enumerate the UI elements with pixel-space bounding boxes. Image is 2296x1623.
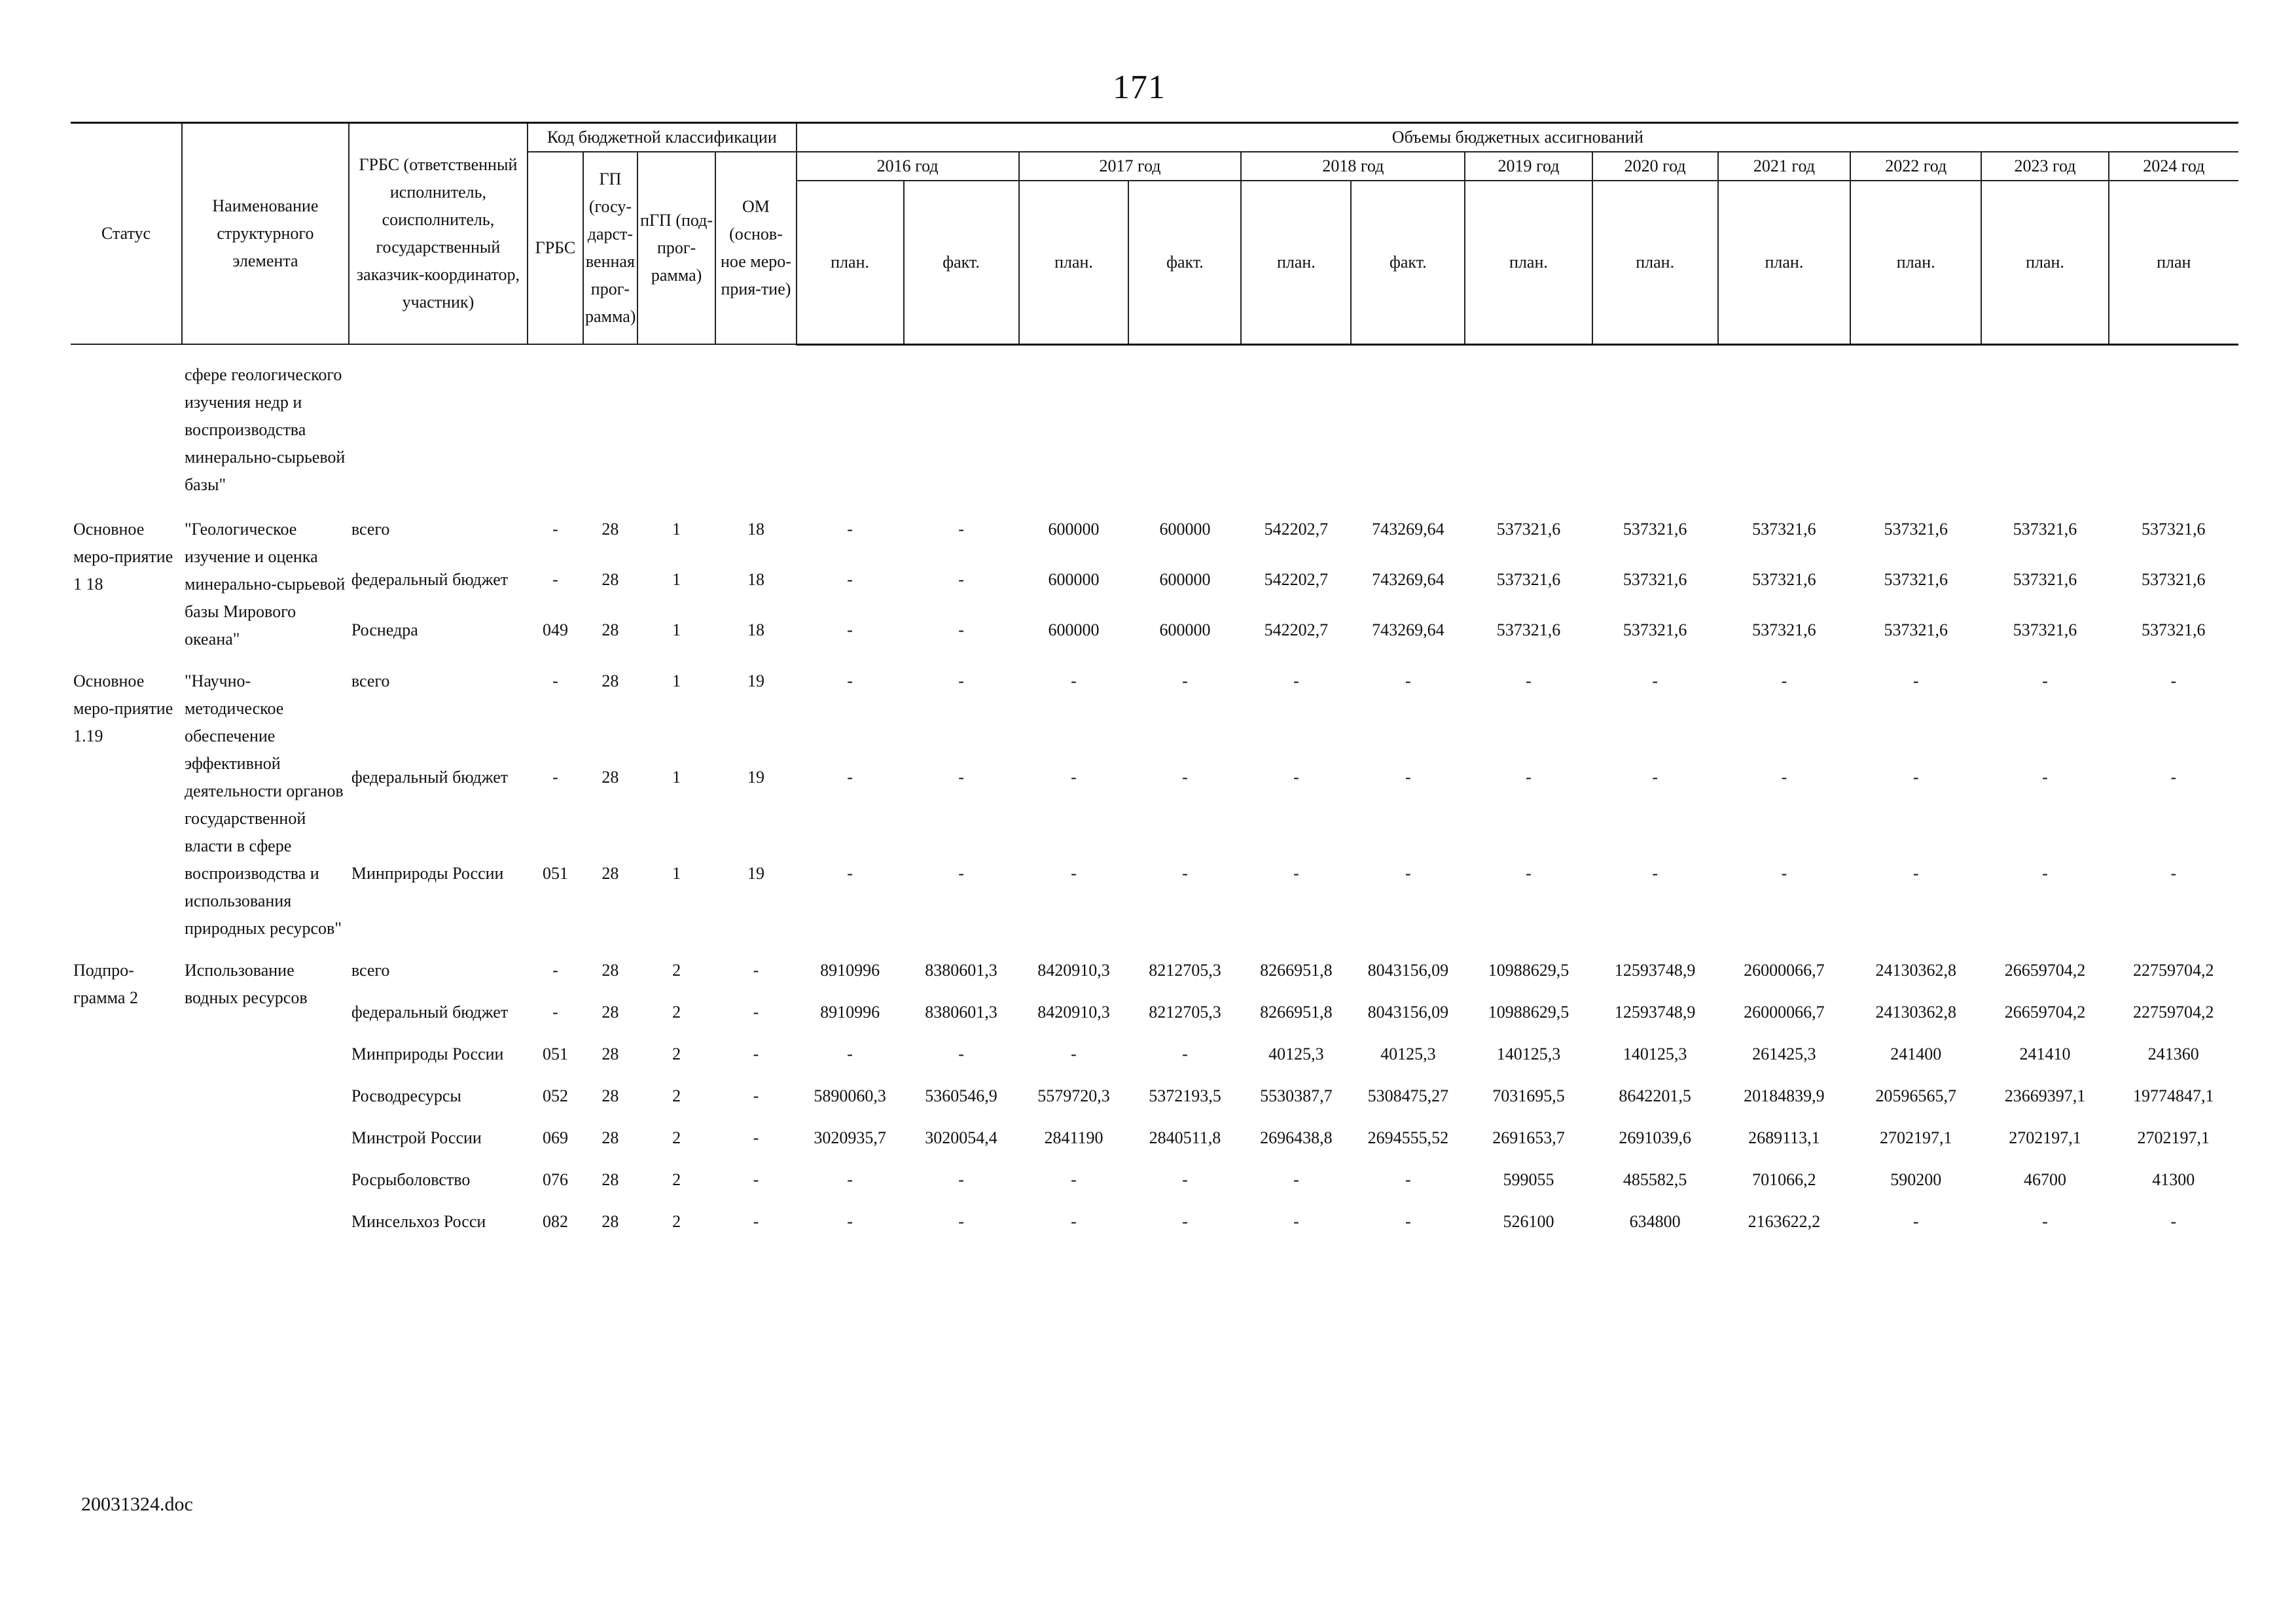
value-cell: 537321,6 bbox=[1623, 569, 1687, 589]
value-cell: 537321,6 bbox=[2013, 519, 2077, 539]
header-code-pgp: пГП (под-прог-рамма) bbox=[637, 152, 715, 344]
value-cell: - bbox=[1652, 864, 1658, 883]
header-year: 2016 год bbox=[797, 152, 1019, 181]
value-cell: - bbox=[1781, 864, 1787, 883]
header-code-gp: ГП (госу-дарст-венная прог-рамма) bbox=[583, 152, 637, 344]
value-cell: 5890060,3 bbox=[814, 1086, 886, 1105]
value-cell: 8266951,8 bbox=[1260, 1002, 1333, 1022]
value-cell: - bbox=[847, 519, 853, 539]
value-cell: 600000 bbox=[1159, 620, 1211, 640]
grbs-cell: федеральный бюджет bbox=[351, 569, 509, 589]
value-cell: - bbox=[1781, 671, 1787, 690]
value-cell: 537321,6 bbox=[1496, 569, 1561, 589]
value-cell: 26000066,7 bbox=[1744, 1002, 1825, 1022]
value-cell: 19774847,1 bbox=[2133, 1086, 2214, 1105]
value-cell: 10988629,5 bbox=[1488, 1002, 1570, 1022]
value-cell: - bbox=[1182, 864, 1188, 883]
value-cell: 537321,6 bbox=[1884, 519, 1948, 539]
code-cell: 28 bbox=[601, 519, 619, 539]
value-cell: 537321,6 bbox=[2142, 569, 2206, 589]
value-cell: 3020054,4 bbox=[925, 1128, 997, 1147]
code-cell: - bbox=[552, 1002, 558, 1022]
value-cell: 537321,6 bbox=[2142, 620, 2206, 640]
header-plan-fact: план. bbox=[1981, 181, 2108, 344]
value-cell: 2691653,7 bbox=[1492, 1128, 1565, 1147]
header-element-name: Наименование структурного элемента bbox=[182, 123, 349, 345]
table-header bbox=[71, 123, 2238, 345]
value-cell: 2841190 bbox=[1044, 1128, 1103, 1147]
value-cell: 26000066,7 bbox=[1744, 960, 1825, 980]
code-cell: 28 bbox=[601, 569, 619, 589]
value-cell: 8043156,09 bbox=[1367, 1002, 1449, 1022]
code-cell: 051 bbox=[542, 864, 568, 883]
code-cell: 2 bbox=[672, 1086, 681, 1105]
code-cell: - bbox=[753, 1044, 759, 1063]
value-cell: - bbox=[847, 1044, 853, 1063]
value-cell: - bbox=[958, 519, 964, 539]
element-name-cell: "Геологическое изучение и оценка минерально-сырьевой базы Мирового океана" bbox=[184, 519, 346, 649]
value-cell: 600000 bbox=[1159, 569, 1211, 589]
code-cell: - bbox=[753, 1169, 759, 1189]
value-cell: - bbox=[2042, 767, 2048, 787]
header-plan-fact: факт. bbox=[1351, 181, 1465, 344]
grbs-cell: федеральный бюджет bbox=[351, 767, 509, 787]
value-cell: 542202,7 bbox=[1264, 620, 1329, 640]
value-cell: - bbox=[1182, 767, 1188, 787]
value-cell: 40125,3 bbox=[1268, 1044, 1324, 1063]
value-cell: 537321,6 bbox=[2013, 620, 2077, 640]
value-cell: 140125,3 bbox=[1496, 1044, 1561, 1063]
continuation-row bbox=[71, 361, 2238, 514]
value-cell: - bbox=[2170, 1211, 2177, 1231]
grbs-cell: всего bbox=[351, 671, 390, 690]
code-cell: 28 bbox=[601, 1086, 619, 1105]
code-cell: - bbox=[753, 1128, 759, 1147]
code-cell: 1 bbox=[672, 620, 681, 640]
value-cell: 537321,6 bbox=[1884, 620, 1948, 640]
value-cell: - bbox=[847, 864, 853, 883]
value-cell: 743269,64 bbox=[1372, 620, 1444, 640]
value-cell: - bbox=[847, 620, 853, 640]
value-cell: 537321,6 bbox=[1623, 519, 1687, 539]
value-cell: - bbox=[847, 767, 853, 787]
value-cell: 241410 bbox=[2019, 1044, 2071, 1063]
element-name-cell: Использование водных ресурсов bbox=[184, 960, 308, 1007]
code-cell: 19 bbox=[747, 864, 764, 883]
value-cell: - bbox=[2042, 671, 2048, 690]
header-plan-fact: план. bbox=[797, 181, 904, 344]
value-cell: 12593748,9 bbox=[1614, 960, 1696, 980]
table-row bbox=[71, 1039, 2238, 1081]
header-code-group: Код бюджетной классификации bbox=[528, 123, 797, 152]
value-cell: - bbox=[958, 569, 964, 589]
value-cell: - bbox=[1293, 671, 1299, 690]
value-cell: 485582,5 bbox=[1623, 1169, 1687, 1189]
table-row bbox=[71, 997, 2238, 1039]
value-cell: 22759704,2 bbox=[2133, 960, 2214, 980]
value-cell: - bbox=[847, 1211, 853, 1231]
table-row bbox=[71, 666, 2238, 762]
value-cell: - bbox=[847, 671, 853, 690]
value-cell: - bbox=[847, 569, 853, 589]
value-cell: - bbox=[2170, 671, 2177, 690]
value-cell: - bbox=[1071, 864, 1077, 883]
value-cell: 8642201,5 bbox=[1619, 1086, 1691, 1105]
code-cell: 1 bbox=[672, 864, 681, 883]
value-cell: 40125,3 bbox=[1380, 1044, 1436, 1063]
code-cell: 2 bbox=[672, 1169, 681, 1189]
value-cell: 5360546,9 bbox=[925, 1086, 997, 1105]
value-cell: 537321,6 bbox=[1496, 620, 1561, 640]
value-cell: - bbox=[1652, 767, 1658, 787]
value-cell: 5308475,27 bbox=[1367, 1086, 1449, 1105]
value-cell: 2691039,6 bbox=[1619, 1128, 1691, 1147]
value-cell: 701066,2 bbox=[1752, 1169, 1816, 1189]
value-cell: - bbox=[1526, 767, 1532, 787]
value-cell: 600000 bbox=[1048, 620, 1100, 640]
grbs-cell: Минсельхоз Росси bbox=[351, 1211, 486, 1231]
code-cell: 19 bbox=[747, 671, 764, 690]
value-cell: 8266951,8 bbox=[1260, 960, 1333, 980]
value-cell: - bbox=[1182, 671, 1188, 690]
value-cell: - bbox=[1912, 864, 1919, 883]
value-cell: 743269,64 bbox=[1372, 569, 1444, 589]
value-cell: 2702197,1 bbox=[2137, 1128, 2210, 1147]
value-cell: 10988629,5 bbox=[1488, 960, 1570, 980]
value-cell: - bbox=[1912, 767, 1919, 787]
code-cell: 28 bbox=[601, 767, 619, 787]
value-cell: 41300 bbox=[2152, 1169, 2195, 1189]
value-cell: 8043156,09 bbox=[1367, 960, 1449, 980]
value-cell: 537321,6 bbox=[1752, 620, 1816, 640]
value-cell: 537321,6 bbox=[1752, 569, 1816, 589]
code-cell: 1 bbox=[672, 671, 681, 690]
grbs-cell: всего bbox=[351, 519, 390, 539]
code-cell: 28 bbox=[601, 671, 619, 690]
value-cell: 23669397,1 bbox=[2004, 1086, 2086, 1105]
value-cell: - bbox=[1071, 1044, 1077, 1063]
value-cell: - bbox=[1071, 1211, 1077, 1231]
value-cell: - bbox=[958, 1044, 964, 1063]
value-cell: - bbox=[2170, 864, 2177, 883]
budget-table-wrap bbox=[71, 122, 2238, 1249]
value-cell: - bbox=[1293, 1211, 1299, 1231]
code-cell: 1 bbox=[672, 519, 681, 539]
value-cell: 537321,6 bbox=[1884, 569, 1948, 589]
code-cell: - bbox=[552, 767, 558, 787]
code-cell: 28 bbox=[601, 1044, 619, 1063]
value-cell: - bbox=[958, 1211, 964, 1231]
value-cell: 140125,3 bbox=[1623, 1044, 1687, 1063]
header-year: 2017 год bbox=[1019, 152, 1242, 181]
value-cell: - bbox=[1781, 767, 1787, 787]
table-row bbox=[71, 1081, 2238, 1123]
status-cell: Подпро-грамма 2 bbox=[73, 960, 138, 1007]
grbs-cell: Росводресурсы bbox=[351, 1086, 461, 1105]
value-cell: 2163622,2 bbox=[1748, 1211, 1821, 1231]
code-cell: 1 bbox=[672, 767, 681, 787]
value-cell: - bbox=[847, 1169, 853, 1189]
value-cell: 8420910,3 bbox=[1037, 1002, 1110, 1022]
value-cell: 526100 bbox=[1503, 1211, 1554, 1231]
value-cell: 2694555,52 bbox=[1367, 1128, 1449, 1147]
value-cell: 8380601,3 bbox=[925, 960, 997, 980]
value-cell: - bbox=[2170, 767, 2177, 787]
value-cell: - bbox=[1182, 1044, 1188, 1063]
code-cell: - bbox=[552, 960, 558, 980]
table-row bbox=[71, 1123, 2238, 1165]
code-cell: 18 bbox=[747, 569, 764, 589]
value-cell: 537321,6 bbox=[2142, 519, 2206, 539]
code-cell: - bbox=[753, 960, 759, 980]
code-cell: 18 bbox=[747, 620, 764, 640]
value-cell: 8212705,3 bbox=[1149, 1002, 1221, 1022]
code-cell: 28 bbox=[601, 620, 619, 640]
table-row bbox=[71, 859, 2238, 955]
code-cell: 069 bbox=[542, 1128, 568, 1147]
header-code-grbs: ГРБС bbox=[528, 152, 583, 344]
header-plan-fact: план. bbox=[1718, 181, 1850, 344]
value-cell: - bbox=[1405, 864, 1411, 883]
value-cell: - bbox=[2042, 864, 2048, 883]
code-cell: 052 bbox=[542, 1086, 568, 1105]
value-cell: 24130362,8 bbox=[1875, 960, 1956, 980]
value-cell: 20596565,7 bbox=[1875, 1086, 1956, 1105]
code-cell: - bbox=[753, 1086, 759, 1105]
grbs-cell: Минприроды России bbox=[351, 1044, 504, 1063]
value-cell: - bbox=[958, 1169, 964, 1189]
code-cell: 1 bbox=[672, 569, 681, 589]
value-cell: 542202,7 bbox=[1264, 519, 1329, 539]
value-cell: - bbox=[2042, 1211, 2048, 1231]
code-cell: 2 bbox=[672, 1044, 681, 1063]
header-plan-fact: план. bbox=[1465, 181, 1592, 344]
value-cell: - bbox=[1071, 671, 1077, 690]
value-cell: 8910996 bbox=[820, 960, 880, 980]
header-plan-fact: факт. bbox=[904, 181, 1019, 344]
code-cell: 049 bbox=[542, 620, 568, 640]
value-cell: 8420910,3 bbox=[1037, 960, 1110, 980]
value-cell: - bbox=[1182, 1169, 1188, 1189]
value-cell: - bbox=[1405, 1169, 1411, 1189]
table-row bbox=[71, 1207, 2238, 1249]
header-grbs: ГРБС (ответственный исполнитель, соисполнитель, государственный заказчик-координатор, участник) bbox=[349, 123, 528, 345]
value-cell: 542202,7 bbox=[1264, 569, 1329, 589]
value-cell: 600000 bbox=[1159, 519, 1211, 539]
code-cell: 28 bbox=[601, 864, 619, 883]
value-cell: 24130362,8 bbox=[1875, 1002, 1956, 1022]
value-cell: 8380601,3 bbox=[925, 1002, 997, 1022]
value-cell: 241400 bbox=[1890, 1044, 1942, 1063]
code-cell: 076 bbox=[542, 1169, 568, 1189]
code-cell: 051 bbox=[542, 1044, 568, 1063]
code-cell: 18 bbox=[747, 519, 764, 539]
value-cell: 2840511,8 bbox=[1149, 1128, 1221, 1147]
value-cell: - bbox=[1293, 864, 1299, 883]
value-cell: - bbox=[1182, 1211, 1188, 1231]
value-cell: - bbox=[958, 671, 964, 690]
value-cell: 8910996 bbox=[820, 1002, 880, 1022]
header-status: Статус bbox=[71, 123, 182, 345]
value-cell: - bbox=[1071, 1169, 1077, 1189]
value-cell: 20184839,9 bbox=[1744, 1086, 1825, 1105]
value-cell: 5372193,5 bbox=[1149, 1086, 1221, 1105]
value-cell: 600000 bbox=[1048, 519, 1100, 539]
value-cell: - bbox=[1526, 864, 1532, 883]
header-year: 2023 год bbox=[1981, 152, 2108, 181]
table-row bbox=[71, 514, 2238, 565]
code-cell: 28 bbox=[601, 1211, 619, 1231]
value-cell: - bbox=[1912, 1211, 1919, 1231]
value-cell: - bbox=[958, 864, 964, 883]
value-cell: 537321,6 bbox=[1752, 519, 1816, 539]
code-cell: - bbox=[753, 1211, 759, 1231]
header-plan-fact: факт. bbox=[1128, 181, 1241, 344]
value-cell: 2696438,8 bbox=[1260, 1128, 1333, 1147]
header-year: 2018 год bbox=[1241, 152, 1465, 181]
header-year: 2019 год bbox=[1465, 152, 1592, 181]
header-plan-fact: план bbox=[2109, 181, 2238, 344]
status-cell: Основное меро-приятие 1 18 bbox=[73, 519, 173, 594]
table-row bbox=[71, 615, 2238, 666]
value-cell: 26659704,2 bbox=[2004, 1002, 2086, 1022]
value-cell: 22759704,2 bbox=[2133, 1002, 2214, 1022]
value-cell: 590200 bbox=[1890, 1169, 1942, 1189]
value-cell: 5579720,3 bbox=[1037, 1086, 1110, 1105]
value-cell: - bbox=[958, 620, 964, 640]
document-filename: 20031324.doc bbox=[81, 1493, 193, 1515]
value-cell: 2689113,1 bbox=[1748, 1128, 1820, 1147]
value-cell: - bbox=[1526, 671, 1532, 690]
header-year: 2022 год bbox=[1850, 152, 1981, 181]
value-cell: 537321,6 bbox=[2013, 569, 2077, 589]
budget-table bbox=[71, 122, 2238, 1249]
code-cell: 28 bbox=[601, 1002, 619, 1022]
table-row bbox=[71, 955, 2238, 997]
header-plan-fact: план. bbox=[1019, 181, 1129, 344]
code-cell: 2 bbox=[672, 1128, 681, 1147]
value-cell: - bbox=[1071, 767, 1077, 787]
value-cell: 2702197,1 bbox=[2009, 1128, 2081, 1147]
table-row bbox=[71, 565, 2238, 615]
value-cell: - bbox=[1405, 671, 1411, 690]
header-year: 2021 год bbox=[1718, 152, 1850, 181]
value-cell: 241360 bbox=[2147, 1044, 2199, 1063]
code-cell: 28 bbox=[601, 960, 619, 980]
code-cell: - bbox=[552, 519, 558, 539]
value-cell: 46700 bbox=[2023, 1169, 2066, 1189]
value-cell: 7031695,5 bbox=[1492, 1086, 1565, 1105]
value-cell: 634800 bbox=[1629, 1211, 1681, 1231]
table-row bbox=[71, 1165, 2238, 1207]
code-cell: 2 bbox=[672, 1211, 681, 1231]
value-cell: 743269,64 bbox=[1372, 519, 1444, 539]
page-number: 171 bbox=[1113, 69, 1166, 106]
value-cell: 8212705,3 bbox=[1149, 960, 1221, 980]
value-cell: 12593748,9 bbox=[1614, 1002, 1696, 1022]
grbs-cell: Росрыболовство bbox=[351, 1169, 471, 1189]
grbs-cell: Минстрой России bbox=[351, 1128, 482, 1147]
table-body bbox=[71, 344, 2238, 1249]
value-cell: - bbox=[1293, 1169, 1299, 1189]
header-plan-fact: план. bbox=[1241, 181, 1351, 344]
value-cell: 600000 bbox=[1048, 569, 1100, 589]
header-code-om: ОМ (основ-ное меро-прия-тие) bbox=[715, 152, 796, 344]
value-cell: 599055 bbox=[1503, 1169, 1554, 1189]
grbs-cell: федеральный бюджет bbox=[351, 1002, 509, 1022]
code-cell: 19 bbox=[747, 767, 764, 787]
grbs-cell: Минприроды России bbox=[351, 864, 504, 883]
value-cell: 5530387,7 bbox=[1260, 1086, 1333, 1105]
value-cell: 261425,3 bbox=[1752, 1044, 1816, 1063]
value-cell: 3020935,7 bbox=[814, 1128, 886, 1147]
code-cell: - bbox=[753, 1002, 759, 1022]
value-cell: - bbox=[958, 767, 964, 787]
grbs-cell: Роснедра bbox=[351, 620, 418, 640]
value-cell: - bbox=[1405, 767, 1411, 787]
code-cell: 2 bbox=[672, 1002, 681, 1022]
header-year: 2024 год bbox=[2109, 152, 2238, 181]
header-volumes-group: Объемы бюджетных ассигнований bbox=[797, 123, 2238, 152]
continuation-text: сфере геологического изучения недр и воспроизводства минерально-сырьевой базы" bbox=[184, 365, 346, 494]
value-cell: 26659704,2 bbox=[2004, 960, 2086, 980]
code-cell: 082 bbox=[542, 1211, 568, 1231]
value-cell: - bbox=[1293, 767, 1299, 787]
header-plan-fact: план. bbox=[1592, 181, 1718, 344]
value-cell: - bbox=[1912, 671, 1919, 690]
value-cell: - bbox=[1405, 1211, 1411, 1231]
code-cell: 2 bbox=[672, 960, 681, 980]
header-year: 2020 год bbox=[1592, 152, 1718, 181]
value-cell: - bbox=[1652, 671, 1658, 690]
code-cell: - bbox=[552, 671, 558, 690]
code-cell: 28 bbox=[601, 1128, 619, 1147]
value-cell: 2702197,1 bbox=[1879, 1128, 1952, 1147]
status-cell: Основное меро-приятие 1.19 bbox=[73, 671, 173, 745]
code-cell: 28 bbox=[601, 1169, 619, 1189]
value-cell: 537321,6 bbox=[1496, 519, 1561, 539]
header-plan-fact: план. bbox=[1850, 181, 1981, 344]
element-name-cell: "Научно-методическое обеспечение эффективной деятельности органов государственной власти в сфере воспроизводства и использования природных ресурсов" bbox=[184, 671, 344, 938]
table-row bbox=[71, 762, 2238, 859]
grbs-cell: всего bbox=[351, 960, 390, 980]
code-cell: - bbox=[552, 569, 558, 589]
value-cell: 537321,6 bbox=[1623, 620, 1687, 640]
